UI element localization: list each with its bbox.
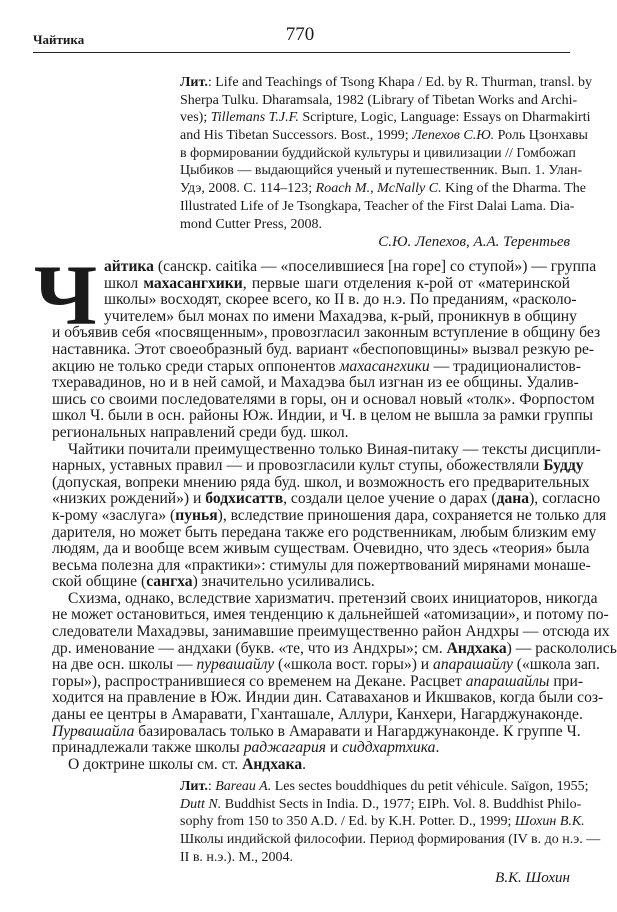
text-line [52,656,600,674]
text-run: Цыбиков — выдающийся ученый и путешественник. Вып. 1. Улан- [180,163,583,179]
text-run: нарных, уставных правил — и провозгласили культ ступы, обожествляли [52,457,544,475]
text-line [180,145,576,163]
text-line [180,778,589,796]
text-line [180,796,582,814]
italic-term: сиддхартхика [342,739,436,757]
bold-term: дана [496,490,530,508]
text-run: ves); [180,110,211,126]
running-title: Чайтика [33,32,85,47]
text-line [180,127,588,145]
text-run: King of the Dharma. The [441,181,586,197]
bold-term: Будду [543,457,584,475]
text-run: Чайтики почитали преимущественно только Виная-питаку — тексты дисципли- [68,440,601,458]
text-run: шись со своими последователями в горы, он и основал новый «толк». Форпостом [52,390,595,408]
text-run: ) — раскололись [506,639,617,657]
text-run: Школы индийской философии. Период формирования (IV в. до н.э. — [180,832,601,848]
italic-term: махасангхики [339,357,430,375]
text-line [52,258,597,276]
text-run: дарителя, но может быть передана также его родственникам, любым близким ему [52,523,597,541]
text-line [180,180,586,198]
text-line [52,722,581,741]
text-line [52,623,610,641]
header-rule [33,52,570,53]
text-line [52,473,590,492]
italic-term: апарашайлы [465,672,550,690]
text-run: ской общине ( [52,573,147,591]
text-run: др. именование — андхаки (букв. «те, что из Андхры»; см. [52,639,447,657]
italic-term: Шохин В.К. [514,814,585,830]
text-line [52,740,570,757]
text-run: горы»), распространившиеся со временем на Декане. Расцвет [52,672,466,690]
text-line [52,574,570,591]
author-signature-2: В.К. Шохин [495,870,570,886]
text-line [52,276,570,293]
text-run: школ Ч. были в осн. районы Юж. Индии, и Ч. в целом не вышла за рамки группы [52,407,594,425]
text-line [52,672,584,691]
text-line [52,307,577,326]
text-run: Sherpa Tulku. Dharamsala, 1982 (Library of Tibetan Works and Archi- [180,92,578,108]
text-run: к-рому «заслуга» ( [52,506,176,524]
text-run: Illustrated Life of Je Tsongkapa, Teacher of the First Dalai Lama. Dia- [180,198,575,214]
text-run: ), вследствие приношения дара, сохраняется не только для [217,506,607,524]
text-line [52,457,584,475]
text-line [180,813,585,831]
text-run: даны ее центры в Амаравати, Гханташале, Аллури, Канхери, Нагарджунаконде. [52,706,583,724]
text-line [180,92,578,110]
text-line [52,291,577,309]
text-line [52,639,617,658]
text-run: следователи Махадэвы, занимавшие преимущественно район Андхры — отсюда их [52,623,610,641]
italic-term: пурвашайлу [196,656,275,674]
bold-term: Андхака [446,639,507,657]
text-run: людям, да и вообще всем живым существам. Очевидно, что здесь «теория» была [52,540,590,558]
text-run: и объявив себя «посвященным», провозгласил законным вступление в общину без [52,324,601,342]
italic-term: Dutt N. [180,796,222,812]
text-run: О доктрине школы см. ст. [68,755,243,773]
text-run: and His Tibetan Successors. Bost., 1999; [180,128,413,144]
text-run: Удэ, 2008. С. 114–123; [180,181,316,197]
text-line [180,831,601,849]
article-body [52,258,617,773]
text-run: школы» восходят, скорее всего, ко II в. до н.э. По преданиям, «расколо- [104,291,577,309]
text-run: . [435,739,440,757]
text-line [52,425,570,442]
text-run: : Life and Teachings of Tsong Khapa / Ed. by R. Thurman, transl. by [207,75,592,90]
text-run: весьма полезна для «практики»: стимулы для пожертвований мирянами монаше- [52,556,591,574]
text-line [180,198,575,216]
text-line [52,340,595,359]
bold-term: махасангхики [143,274,243,292]
text-run: Роль Цзонхавы [494,128,588,144]
italic-term: Bareau A. [215,779,272,794]
text-line [52,606,609,624]
text-run: при- [549,672,584,690]
text-line [52,706,583,724]
text-line [180,74,592,92]
text-run: принадлежали также школы [52,739,244,757]
text-line [52,589,598,608]
text-line [52,556,591,575]
italic-term: раджагария [243,739,326,757]
text-line [52,440,601,459]
literature-block-2 [180,778,601,866]
text-line [52,357,581,376]
drop-cap: Ч [34,247,98,343]
literature-block-1 [180,74,592,233]
italic-term: Лепехов С.Ю. [412,128,495,144]
text-run: («школа зап. [512,656,600,674]
text-run: Схизма, однако, вследствие харизматич. претензий своих инициаторов, никогда [68,589,598,607]
text-run: школ [104,274,144,292]
text-run: II в. н.э.). М., 2004. [180,849,294,865]
text-line [52,757,570,774]
text-run: акцию не только среди старых оппонентов [52,357,340,375]
text-run: ) значительно усиливались. [192,573,375,591]
text-line [180,109,591,127]
text-line [52,407,594,425]
bold-term: Лит. [180,75,208,90]
page-number: 770 [285,24,315,45]
bold-term: бодхисаттв [205,490,284,508]
text-run: в формировании буддийской культуры и цивилизации // Гомбожап [180,145,576,161]
text-run: . [302,755,307,773]
text-run: sophy from 150 to 350 A.D. / Ed. by K.H. Potter. D., 1999; [180,814,515,830]
italic-term: апарашайлу [433,656,513,674]
text-run: ходится на правление в Юж. Индии дин. Сатаваханов и Икшваков, когда были соз- [52,689,604,707]
text-run: региональных направлений среди буд. школ. [52,423,349,441]
text-run: ), согласно [529,490,601,508]
text-run: mond Cutter Press, 2008. [180,216,322,232]
text-run: тхеравадинов, но и в ней самой, и Махадэва был изгнан из ее общины. Удалив- [52,374,579,392]
text-run: на две осн. школы — [52,656,197,674]
text-run: не может остановиться, имея тенденцию к дальнейшей «атомизации», и потому по- [52,606,609,624]
text-line [52,374,579,392]
text-run: и [326,739,343,757]
text-run: наставника. Этот своеобразный буд. вариант «беспоповщины» вызвал резкую ре- [52,340,595,358]
text-run: (допуская, вопреки мнению ряда буд. школ, и возможность его предварительных [52,473,590,491]
text-line [180,216,570,234]
text-line [52,506,607,525]
text-line [52,689,604,707]
text-line [52,523,597,542]
text-run: базировалась только в Амаравати и Нагарджунаконде. К группе Ч. [134,722,581,740]
text-run: «низких рождений») и [52,490,206,508]
bold-term: Лит. [180,779,208,794]
text-run: Scripture, Logic, Language: Essays on Dharmakirti [298,110,591,126]
bold-term: сангха [146,573,193,591]
text-line [52,540,590,558]
text-run: : [207,779,216,794]
text-line [180,162,583,180]
italic-term: Tillemans T.J.F. [210,110,299,126]
text-line [52,490,601,508]
text-run: , первые шаги отделения к-рой от «материнской [242,274,570,292]
text-run: Les sectes bouddhiques du petit véhicule. Saïgon, 1955; [271,779,589,794]
text-line [52,324,601,342]
text-run: , создали целое учение о дарах ( [283,490,497,508]
text-run: учителем» был монах по имени Махадэва, к-рый, проникнув в общину [104,307,577,325]
text-run: Buddhist Sects in India. D., 1977; EIPh. Vol. 8. Buddhist Philo- [221,796,582,812]
text-run: («школа вост. горы») и [274,656,434,674]
bold-term: пунья [175,506,218,524]
bold-term: Андхака [242,755,303,773]
text-line [180,849,570,867]
text-line [52,390,595,409]
text-run: (санскр. caitika — «поселившиеся [на горе] со ступой») — группа [153,258,597,275]
italic-term: Пурвашайла [52,722,135,740]
italic-term: Roach M., McNally C. [315,181,442,197]
author-signature-1: С.Ю. Лепехов, А.А. Терентьев [378,234,570,250]
text-run: — традиционалистов- [429,357,581,375]
bold-term: айтика [104,258,154,275]
